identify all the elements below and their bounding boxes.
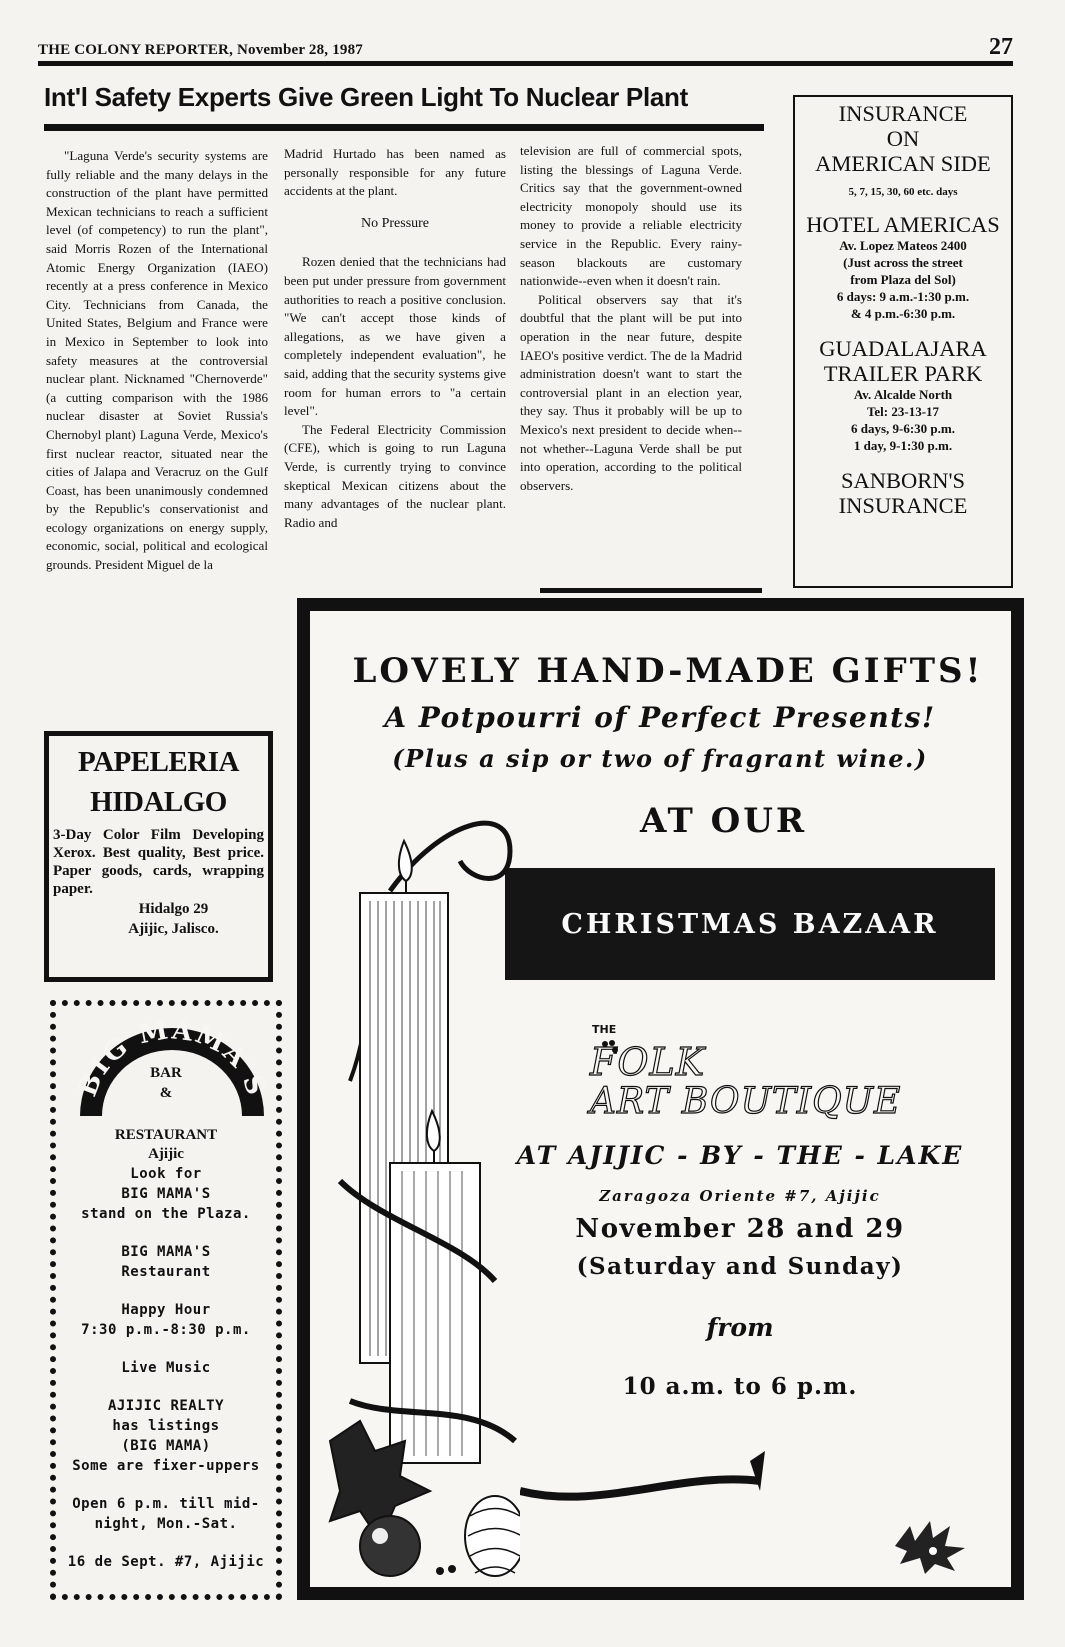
bazaar-at-our: AT OUR — [640, 801, 808, 841]
article-paragraph: Rozen denied that the technicians had been put under pressure from government authorities to reach a positive conclusion. "We can't accept those kinds of allegations, as we have given a completely independent evaluation", he said, adding that the security systems give room for human errors to "a certain level". — [284, 254, 506, 419]
bazaar-dates: November 28 and 29 — [575, 1214, 905, 1244]
bazaar-address: Zaragoza Oriente #7, Ajijic — [599, 1187, 881, 1205]
bigmama-restaurant: RESTAURANT — [114, 1127, 218, 1143]
article-column-3 — [520, 142, 742, 495]
bazaar-event-band — [505, 868, 995, 980]
papeleria-title: HIDALGO — [90, 786, 227, 818]
insurance-title: ON — [886, 126, 920, 151]
trailer-park-hours: 6 days, 9-6:30 p.m. — [850, 421, 955, 436]
papeleria-description: 3-Day Color Film Developing Xerox. Best quality, Best price. Paper goods, cards, wrapping paper. — [53, 827, 264, 897]
bigmama-hours: Open 6 p.m. till mid- — [72, 1496, 260, 1512]
bazaar-event-name: CHRISTMAS BAZAAR — [561, 908, 939, 940]
trailer-park-hours: 1 day, 9-1:30 p.m. — [853, 438, 953, 453]
bigmama-text: Look for — [130, 1166, 202, 1182]
bigmama-live-music: Live Music — [121, 1360, 211, 1376]
article-paragraph: The Federal Electricity Commission (CFE), which is going to run Laguna Verde, is currently trying to convince skeptical Mexican citizens about the many advantages of the nuclear plant. Radio and — [284, 421, 506, 530]
boutique-the: THE — [592, 1023, 617, 1036]
trailer-park-name: TRAILER PARK — [823, 361, 983, 386]
bazaar-location: AT AJIJIC - BY - THE - LAKE — [516, 1141, 964, 1170]
bigmama-text: BIG MAMA'S — [121, 1186, 211, 1202]
bazaar-headline: LOVELY HAND-MADE GIFTS! — [352, 651, 984, 691]
insurance-days: 5, 7, 15, 30, 60 etc. days — [848, 186, 958, 198]
bigmama-hours: night, Mon.-Sat. — [94, 1516, 238, 1532]
bigmama-realty: has listings — [112, 1418, 220, 1434]
publication-date: THE COLONY REPORTER, November 28, 1987 — [38, 42, 363, 58]
bigmama-text: Restaurant — [121, 1264, 211, 1280]
article-paragraph: television are full of commercial spots, listing the blessings of Laguna Verde. Critics say that the government-owned electricity monopoly should use its money to provide a reliable electricity service in the Republic. Every rainy-season blackouts are customary nationwide--even when it doesn't rain. — [520, 143, 742, 289]
article-headline: Int'l Safety Experts Give Green Light To Nuclear Plant — [44, 82, 688, 112]
article-subhead: No Pressure — [360, 215, 430, 231]
bigmama-text: BIG MAMA'S — [121, 1244, 211, 1260]
headline-rule — [44, 124, 764, 131]
trailer-park-address: Av. Alcalde North — [853, 387, 953, 402]
bigmama-realty: (BIG MAMA) — [121, 1438, 211, 1454]
bigmama-realty: Some are fixer-uppers — [72, 1458, 260, 1474]
bazaar-hours: 10 a.m. to 6 p.m. — [622, 1373, 858, 1400]
bigmama-happy-hour: 7:30 p.m.-8:30 p.m. — [81, 1322, 251, 1338]
hotel-name: HOTEL AMERICAS — [806, 212, 1000, 237]
bazaar-subheadline: A Potpourri of Perfect Presents! — [384, 701, 936, 734]
article-paragraph: Madrid Hurtado has been named as personally responsible for any future accidents at the plant. — [284, 146, 506, 199]
bigmama-text: stand on the Plaza. — [81, 1206, 251, 1222]
bazaar-from: from — [706, 1313, 774, 1342]
bigmama-realty: AJIJIC REALTY — [107, 1398, 225, 1414]
article-end-rule — [540, 588, 762, 593]
bigmama-logo-text: BIG MAMA'S — [72, 1016, 272, 1101]
christmas-bazaar-ad — [297, 598, 1024, 1600]
sanborn-insurance: INSURANCE — [838, 493, 968, 518]
boutique-name: ART BOUTIQUE — [590, 1081, 902, 1122]
ribbon-decoration — [520, 1451, 770, 1531]
hotel-hours: 6 days: 9 a.m.-1:30 p.m. — [836, 289, 970, 304]
trailer-park-name: GUADALAJARA — [819, 336, 987, 361]
bigmama-logo — [62, 1016, 270, 1126]
insurance-title: AMERICAN SIDE — [815, 151, 991, 176]
papeleria-address: Ajijic, Jalisco. — [128, 921, 219, 937]
boutique-folk: FOLK — [590, 1040, 706, 1084]
masthead — [38, 34, 1013, 66]
holly-icon — [885, 1496, 975, 1576]
bigmama-happy-hour: Happy Hour — [121, 1302, 211, 1318]
papeleria-title: PAPELERIA — [78, 746, 239, 778]
bigmama-amp: & — [159, 1085, 173, 1101]
bigmama-bar: BAR — [150, 1065, 182, 1081]
bazaar-tagline: (Plus a sip or two of fragrant wine.) — [392, 744, 928, 773]
article-paragraph: Political observers say that it's doubtful that the plant will be put into operation in the near future, despite IAEO's positive verdict. The de la Madrid administration doesn't want to start the controversial plant in an election year, they say. Thus it probably will be up to Mexico's next president to decide when--not whether--Laguna Verde shall be put into operation, according to the political observers. — [520, 291, 742, 493]
bigmama-town: Ajijic — [148, 1146, 184, 1162]
hotel-address: Av. Lopez Mateos 2400 — [839, 238, 967, 253]
papeleria-ad — [44, 731, 273, 982]
bigmama-ad — [50, 1000, 282, 1600]
papeleria-address: Hidalgo 29 — [138, 901, 209, 917]
page-number: 27 — [989, 34, 1013, 60]
hotel-note: (Just across the street — [843, 255, 963, 270]
article-column-1 — [46, 147, 268, 575]
hotel-hours: & 4 p.m.-6:30 p.m. — [850, 306, 956, 321]
sanborn-insurance: SANBORN'S — [840, 468, 966, 493]
article-column-2 — [284, 145, 506, 532]
insurance-title: INSURANCE — [838, 101, 968, 126]
trailer-park-tel: Tel: 23-13-17 — [866, 404, 940, 419]
bazaar-days: (Saturday and Sunday) — [576, 1253, 904, 1280]
article-paragraph: "Laguna Verde's security systems are fully reliable and the many delays in the construction of the plant have permitted Mexican technicians to reach a sufficient level (of competency) to run the plant", said Morris Rozen of the International Atomic Energy Organization (IAEO) recently at a press conference in Mexico City. Technicians from Canada, the United States, Belgium and France were in Mexico in September to look into safety measures at the controversial nuclear plant. Nicknamed "Chernoverde" (a cutting comparison with the 1986 nuclear disaster at Soviet Russia's Chernobyl plant) Laguna Verde, Mexico's first nuclear reactor, situated near the cities of Jalapa and Veracruz on the Gulf Coast, has been unanimously condemned by the Republic's conservationist and ecology organizations on energy supply, economic, social, political and ecological grounds. President Miguel de la — [46, 148, 268, 573]
hotel-note: from Plaza del Sol) — [850, 272, 956, 287]
bigmama-address: 16 de Sept. #7, Ajijic — [67, 1554, 265, 1570]
insurance-ad — [793, 95, 1013, 588]
